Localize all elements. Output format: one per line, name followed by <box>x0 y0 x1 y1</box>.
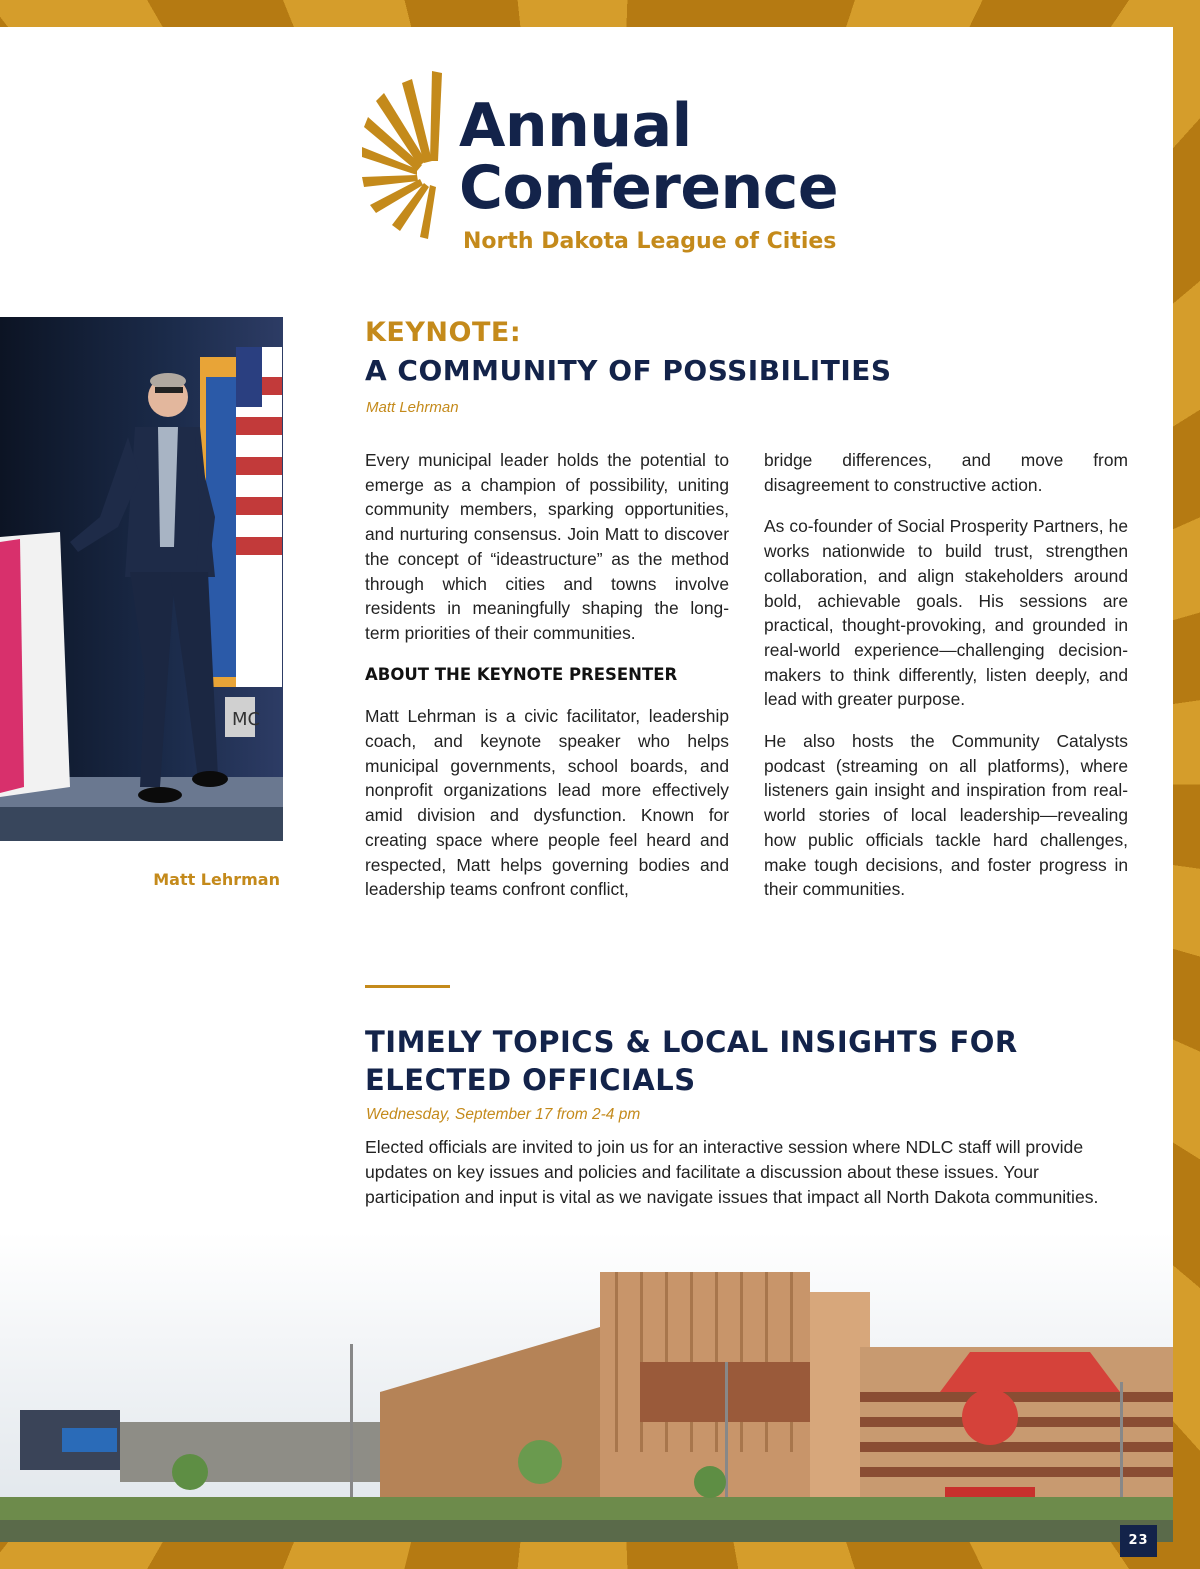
about-paragraph-2: As co-founder of Social Prosperity Partners, he works nationwide to build trust, strengthen collaboration, and align stakeholders around bold, achievable goals. His sessions are practical, thought-provoking, and grounded in real-world experience—challenging decision-makers to think differently, listen deeply, and lead with greater purpose. <box>764 516 1128 710</box>
session-body: Elected officials are invited to join us for an interactive session where NDLC staff will provide updates on key issues and policies and facilitate a discussion about these issues. Your participation and input is vital as we navigate issues that impact all North Dakota communities. <box>365 1137 1099 1207</box>
session-date: Wednesday, September 17 from 2-4 pm <box>366 1106 641 1123</box>
conference-logo <box>362 71 862 254</box>
sunburst-icon <box>362 71 452 241</box>
about-paragraph-1-continued: bridge differences, and move from disagreement to constructive action. <box>764 450 1128 495</box>
speaker-photo <box>0 317 283 841</box>
keynote-title: A COMMUNITY OF POSSIBILITIES <box>365 354 892 387</box>
logo-title <box>459 91 839 223</box>
logo-line-1: Annual <box>459 91 692 161</box>
keynote-label: KEYNOTE: <box>365 317 522 348</box>
about-paragraph-1: Matt Lehrman is a civic facilitator, leadership coach, and keynote speaker who helps municipal governments, school boards, and nonprofit organizations lead more effectively amid division and dysfunction. Known for creating space where people feel heard and respected, Matt helps governing bodies and leadership teams confront conflict, <box>365 706 729 900</box>
section-divider <box>365 985 450 988</box>
logo-line-2: Conference <box>459 153 839 223</box>
photo-caption: Matt Lehrman <box>153 870 280 889</box>
session-title: TIMELY TOPICS & LOCAL INSIGHTS FOR ELECTED OFFICIALS <box>365 1025 1018 1097</box>
about-paragraph-3: He also hosts the Community Catalysts podcast (streaming on all platforms), where listeners gain insight and inspiration from real-world stories of local leadership—revealing how public officials tackle hard challenges, make tough decisions, and foster progress in their communities. <box>764 731 1128 900</box>
svg-text:MC: MC <box>232 709 261 730</box>
keynote-intro: Every municipal leader holds the potential to emerge as a champion of possibility, uniting community members, sparking opportunities, and nurturing consensus. Join Matt to discover the concept of “ideastructure” as the method through which cities and towns involve residents in meaningfully shaping the long-term priorities of their communities. <box>365 450 729 643</box>
page-number: 23 <box>1120 1525 1157 1557</box>
keynote-byline: Matt Lehrman <box>366 399 459 416</box>
page <box>0 27 1173 1542</box>
event-center-photo <box>0 1232 1173 1542</box>
article-column-left <box>365 448 729 919</box>
logo-subtitle: North Dakota League of Cities <box>463 229 837 254</box>
about-heading: ABOUT THE KEYNOTE PRESENTER <box>365 664 678 684</box>
article-column-right <box>764 448 1128 919</box>
